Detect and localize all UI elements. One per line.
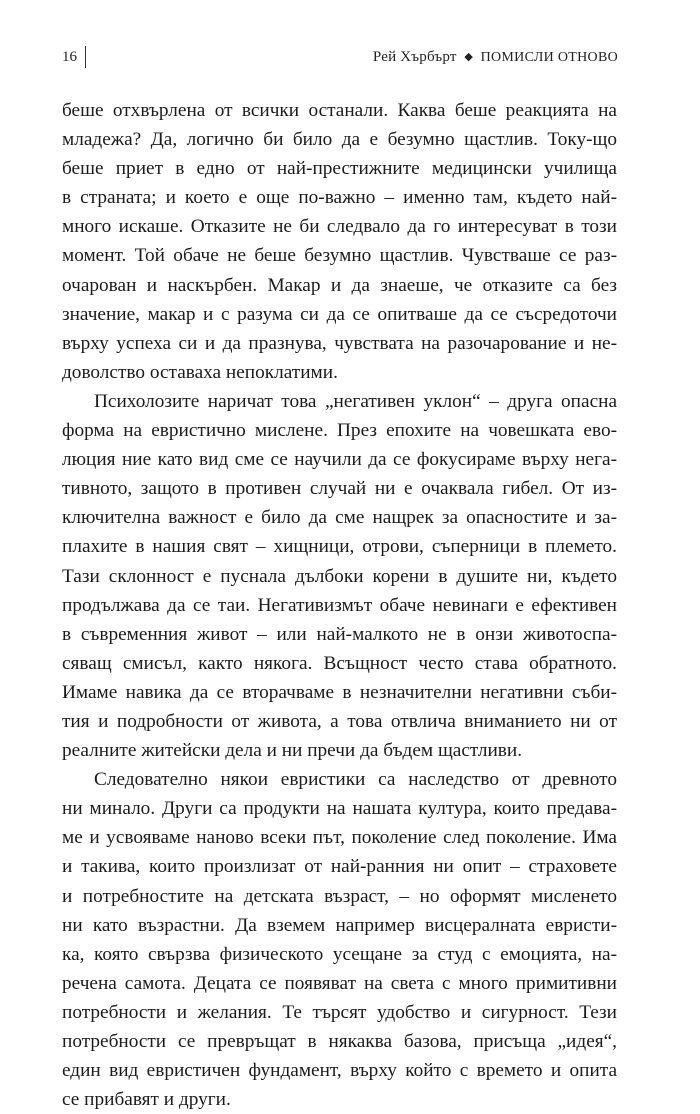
text-line: много искаше. Отказите не би следвало да го интересуват в този xyxy=(62,216,617,238)
paragraph-2 xyxy=(62,387,617,765)
running-title xyxy=(373,46,618,69)
diamond-separator-icon: ◆ xyxy=(464,51,473,63)
text-line: плахите в нашия свят – хищници, отрови, съперници в племето. xyxy=(62,536,617,558)
text-line: ни като възрастни. Да вземем например висцералната евристи- xyxy=(62,914,617,936)
text-line: в страната; и което е още по-важно – именно там, където най- xyxy=(62,187,617,209)
text-line: люция ние като вид сме се научили да се фокусираме върху нега- xyxy=(62,449,617,471)
paragraph-3 xyxy=(62,765,617,1114)
page-number: 16 xyxy=(62,46,86,68)
author-name: Рей Хърбърт xyxy=(372,49,457,65)
text-line: Тази склонност е пуснала дълбоки корени в душите ни, където xyxy=(62,565,617,587)
text-line: и потребностите на детската възраст, – но оформят мисленето xyxy=(62,885,617,907)
text-line: речена самота. Децата се появяват на света с много примитивни xyxy=(62,972,617,994)
text-line: ключителна важност е било да сме нащрек за опасностите и за- xyxy=(62,507,617,529)
text-line: сяващ смисъл, както някога. Всъщност често става обратното. xyxy=(62,652,617,674)
body-text xyxy=(62,96,617,1114)
text-line: потребности се превръщат в някаква базова, присъща „идея“, xyxy=(62,1031,617,1052)
text-line: се прибавят и други. xyxy=(62,1089,231,1111)
text-line: и такива, които произлизат от най-ранния ни опит – страховете xyxy=(62,856,617,878)
text-line: ме и усвояваме наново всеки път, поколение след поколение. Има xyxy=(62,827,617,849)
text-line: потребности и желания. Те търсят удобство и сигурност. Тези xyxy=(62,1001,617,1023)
text-line: в съвременния живот – или най-малкото не в онзи животоспа- xyxy=(62,623,617,645)
text-line: Имаме навика да се вторачваме в незначителни негативни съби- xyxy=(62,681,617,703)
text-line: продължава да се таи. Негативизмът обаче невинаги е ефективен xyxy=(62,594,617,616)
text-line: ни минало. Други са продукти на нашата култура, които предава- xyxy=(62,798,617,820)
text-line: очарован и наскърбен. Макар и да знаеше, че отказите са без xyxy=(62,274,617,296)
text-line: ка, която свързва физическото усещане за студ с емоцията, на- xyxy=(62,943,617,965)
text-line: беше отхвърлена от всички останали. Каква беше реакцията на xyxy=(62,100,617,121)
text-line: един вид евристичен фундамент, върху който с времето и опита xyxy=(62,1060,617,1082)
text-line: значение, макар и с разума си да се опитваше да се съсредоточи xyxy=(62,303,617,325)
text-line: форма на евристично мислене. През епохите на човешката ево- xyxy=(62,420,617,442)
paragraph-1 xyxy=(62,96,617,387)
book-title: ПОМИСЛИ ОТНОВО xyxy=(480,50,618,65)
text-line: реалните житейски дела и ни пречи да бъдем щастливи. xyxy=(62,740,523,762)
text-line: Психолозите наричат това „негативен уклон“ – друга опасна xyxy=(94,390,617,412)
text-line: доволство оставаха непоклатими. xyxy=(62,361,338,383)
running-header xyxy=(62,46,618,72)
text-line: беше приет в едно от най-престижните медицински училища xyxy=(62,158,617,180)
text-line: върху успеха си и да празнува, чувствата на разочарование и не- xyxy=(62,332,617,354)
text-line: тивното, защото в противен случай ни е очаквала гибел. От из- xyxy=(62,478,617,500)
text-line: тия и подробности от живота, а това отвлича вниманието ни от xyxy=(62,710,617,732)
text-line: младежа? Да, логично би било да е безумно щастлив. Току-що xyxy=(62,129,617,151)
text-line: Следователно някои евристики са наследство от древното xyxy=(94,769,617,791)
text-line: момент. Той обаче не беше безумно щастлив. Чувстваше се раз- xyxy=(62,245,617,267)
